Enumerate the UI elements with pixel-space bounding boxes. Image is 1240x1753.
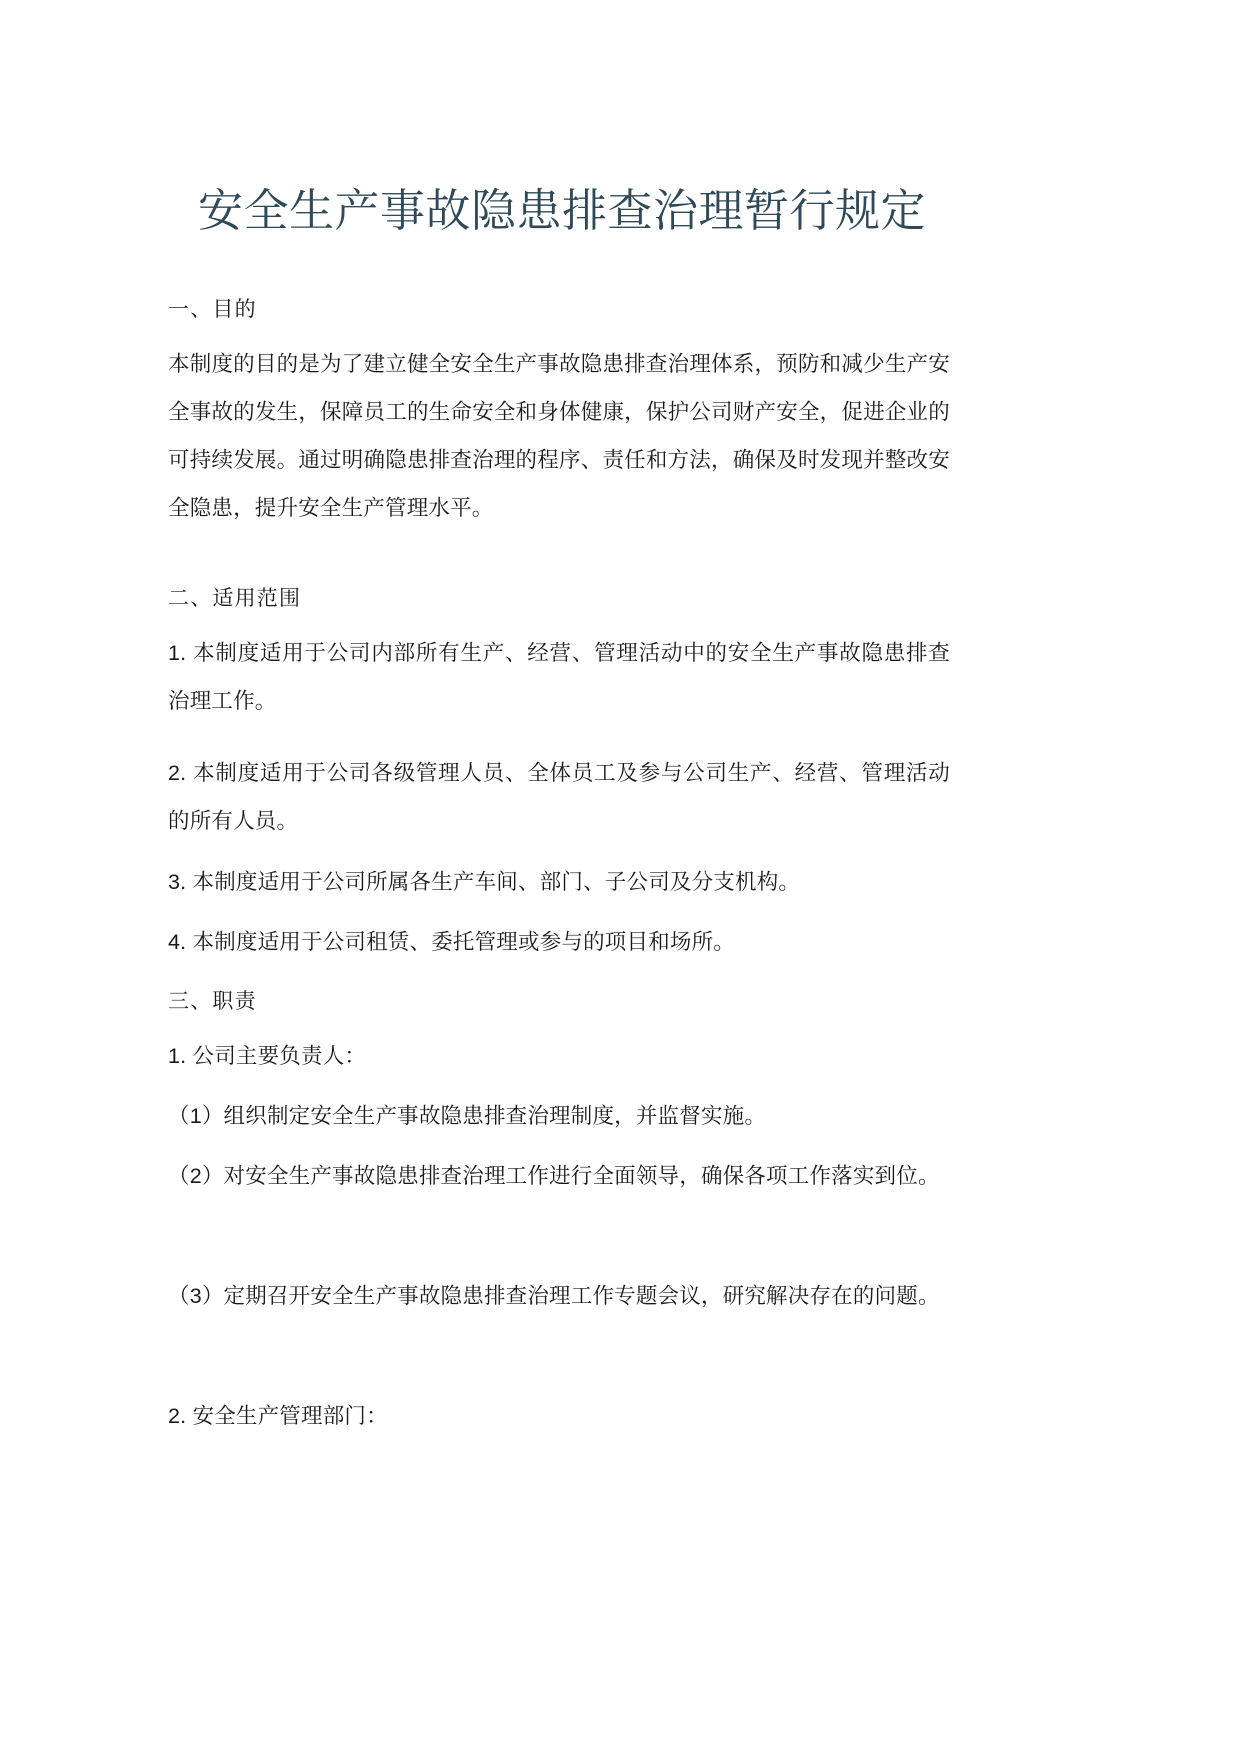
section-heading-scope: 二、适用范围 (168, 587, 302, 610)
list-item: 2. 安全生产管理部门： (168, 1404, 388, 1428)
list-item: （1）组织制定安全生产事故隐患排查治理制度，并监督实施。 (168, 1104, 767, 1128)
paragraph-purpose: 本制度的目的是为了建立健全安全生产事故隐患排查治理体系，预防和减少生产安全事故的发生，保障员工的生命安全和身体健康，保护公司财产安全，促进企业的可持续发展。通过明确隐患排查治理的程序、责任和方法，确保及时发现并整改安全隐患，提升安全生产管理水平。 (168, 352, 950, 520)
list-item: （3）定期召开安全生产事故隐患排查治理工作专题会议，研究解决存在的问题。 (168, 1284, 940, 1308)
list-item: 1. 公司主要负责人： (168, 1044, 367, 1068)
list-item: 3. 本制度适用于公司所属各生产车间、部门、子公司及分支机构。 (168, 870, 801, 894)
section-heading-responsibilities: 三、职责 (168, 990, 257, 1013)
page-title: 安全生产事故隐患排查治理暂行规定 (197, 185, 926, 236)
section-heading-purpose: 一、目的 (168, 298, 257, 321)
list-item: （2）对安全生产事故隐患排查治理工作进行全面领导，确保各项工作落实到位。 (168, 1164, 940, 1188)
list-item: 4. 本制度适用于公司租赁、委托管理或参与的项目和场所。 (168, 930, 736, 954)
list-item: 1. 本制度适用于公司内部所有生产、经营、管理活动中的安全生产事故隐患排查治理工作。 (168, 641, 950, 713)
list-item: 2. 本制度适用于公司各级管理人员、全体员工及参与公司生产、经营、管理活动的所有人员。 (168, 761, 950, 833)
